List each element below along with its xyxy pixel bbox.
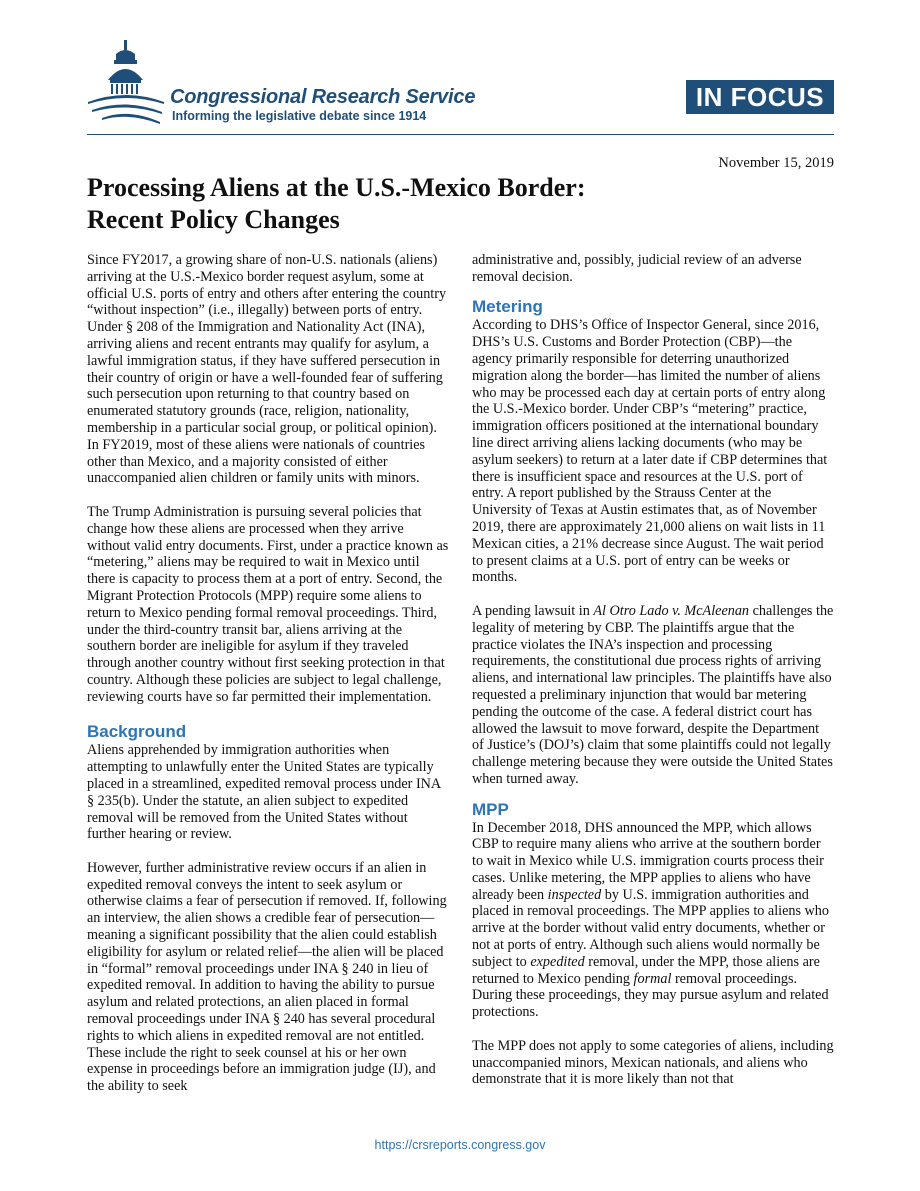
emphasis: expedited — [530, 953, 585, 970]
section-heading-mpp: MPP — [472, 799, 509, 819]
text-run: A pending lawsuit in — [472, 602, 594, 619]
capitol-dome-logo-icon — [86, 40, 166, 130]
paragraph: According to DHS’s Office of Inspector General, since 2016, DHS’s U.S. Customs and Border Protection (CBP)—the agency primarily responsible for deterring unauthorized migration along the border—has limited the number of aliens who may be processed each day at certain ports of entry along the U.S.-Mexico border. Under CBP’s “metering” practice, immigration officers positioned at the international boundary line direct arriving aliens lacking documents (who may be asylum seekers) to return at a later date if CBP determines that there is insufficient space and resources at the U.S. port of entry. A report published by the Strauss Center at the University of Texas at Austin estimates that, as of November 2019, there are approximately 21,000 aliens on wait lists in 11 Mexican cities, a 21% decrease since August. The wait period to present claims at a U.S. port of entry can be weeks or months. — [472, 317, 828, 586]
org-tagline: Informing the legislative debate since 1914 — [172, 109, 427, 123]
footer-url[interactable]: https://crsreports.congress.gov — [374, 1138, 546, 1152]
paragraph: administrative and, possibly, judicial review of an adverse removal decision. — [472, 252, 802, 285]
section-heading-background: Background — [87, 722, 187, 742]
left-column — [87, 252, 449, 1112]
title-line-1: Processing Aliens at the U.S.-Mexico Border: — [87, 173, 586, 202]
in-focus-badge: IN FOCUS — [686, 80, 834, 114]
section-heading-metering: Metering — [472, 297, 543, 317]
org-name: Congressional Research Service — [170, 86, 476, 108]
emphasis: formal — [633, 970, 672, 987]
paragraph: Since FY2017, a growing share of non-U.S. nationals (aliens) arriving at the U.S.-Mexico border request asylum, some at official U.S. ports of entry and others after entering the country “without inspection” (i.e., illegally) between ports of entry. Under § 208 of the Immigration and Nationality Act (INA), arriving aliens and recent entrants may qualify for asylum, a lawful immigration status, if they have suffered persecution in their country of origin or have a well-founded fear of suffering such persecution upon returning to that country based on enumerated statutory grounds (race, religion, nationality, membership in a particular social group, or political opinion). In FY2019, most of these aliens were nationals of countries other than Mexico, and a majority consisted of either unaccompanied alien children or family units with minors. — [87, 252, 447, 487]
text-run: removal, under the MPP, those aliens are returned to Mexico pending — [472, 953, 820, 987]
header-rule — [87, 134, 834, 135]
paragraph: Aliens apprehended by immigration authorities when attempting to unlawfully enter the United States are typically placed in a streamlined, expedited removal process under INA § 235(b). Under the statute, an alien subject to expedited removal will be removed from the United States without further hearing or review. — [87, 742, 441, 843]
text-run: removal proceedings. During these proceedings, they may pursue asylum and related protections. — [472, 970, 829, 1021]
case-name: Al Otro Lado v. McAleenan — [593, 602, 750, 619]
right-column — [472, 252, 834, 1105]
paragraph: The Trump Administration is pursuing several policies that change how these aliens are processed when they arrive without valid entry documents. First, under a practice known as “metering,” aliens may be required to wait in Mexico until there is capacity to process them at a port of entry. Second, the Migrant Protection Protocols (MPP) require some aliens to return to Mexico pending formal removal proceedings. Third, under the third-country transit bar, aliens arriving at the southern border are ineligible for asylum if they traveled through another country without first seeking protection in that country. Although these policies are subject to legal challenge, reviewing courts have so far permitted their implementation. — [87, 503, 449, 705]
title-line-2: Recent Policy Changes — [87, 205, 340, 234]
header — [0, 0, 920, 140]
paragraph: However, further administrative review occurs if an alien in expedited removal conveys the intent to seek asylum or otherwise claims a fear of persecution if removed. If, following an interview, the alien shows a credible fear of persecution—meaning a significant possibility that the alien could establish eligibility for asylum or related relief—the alien will be placed in “formal” removal proceedings under INA § 240 in lieu of expedited removal. In addition to having the ability to pursue asylum and related protections, an alien placed in formal removal proceedings under INA § 240 has several procedural rights to which aliens in expedited removal are not entitled. These include the right to seek counsel at his or her own expense in proceedings before an immigration judge (IJ), and the ability to seek — [87, 859, 447, 1095]
paragraph — [472, 603, 834, 788]
text-run: In December 2018, DHS announced the MPP, which allows CBP to require many aliens who arrive at the southern border to wait in Mexico while U.S. immigration courts process their cases. Unlike metering, the MPP applies to aliens who have already been — [472, 819, 824, 903]
paragraph: The MPP does not apply to some categories of aliens, including unaccompanied minors, Mexican nationals, and aliens who demonstrate that it is more likely than not that — [472, 1037, 834, 1088]
text-run: challenges the legality of metering by CBP. The plaintiffs argue that the practice violates the INA’s inspection and processing requirements, the constitutional due process rights of arriving aliens, and international law principles. The plaintiffs have also requested a preliminary injunction that would bar metering pending the outcome of the case. A federal district court has allowed the lawsuit to move forward, despite the Department of Justice’s (DOJ’s) claim that some plaintiffs could not legally challenge metering because they were outside the United States when turned away. — [472, 602, 834, 787]
paragraph — [472, 820, 834, 1022]
publication-date: November 15, 2019 — [718, 155, 834, 171]
emphasis: inspected — [547, 886, 602, 903]
page-title — [87, 172, 827, 236]
text-run: by U.S. immigration authorities and placed in removal proceedings. The MPP applies to aliens who arrive at the border without valid entry documents, whether or not at ports of entry. Although such aliens would normally be subject to — [472, 886, 829, 970]
